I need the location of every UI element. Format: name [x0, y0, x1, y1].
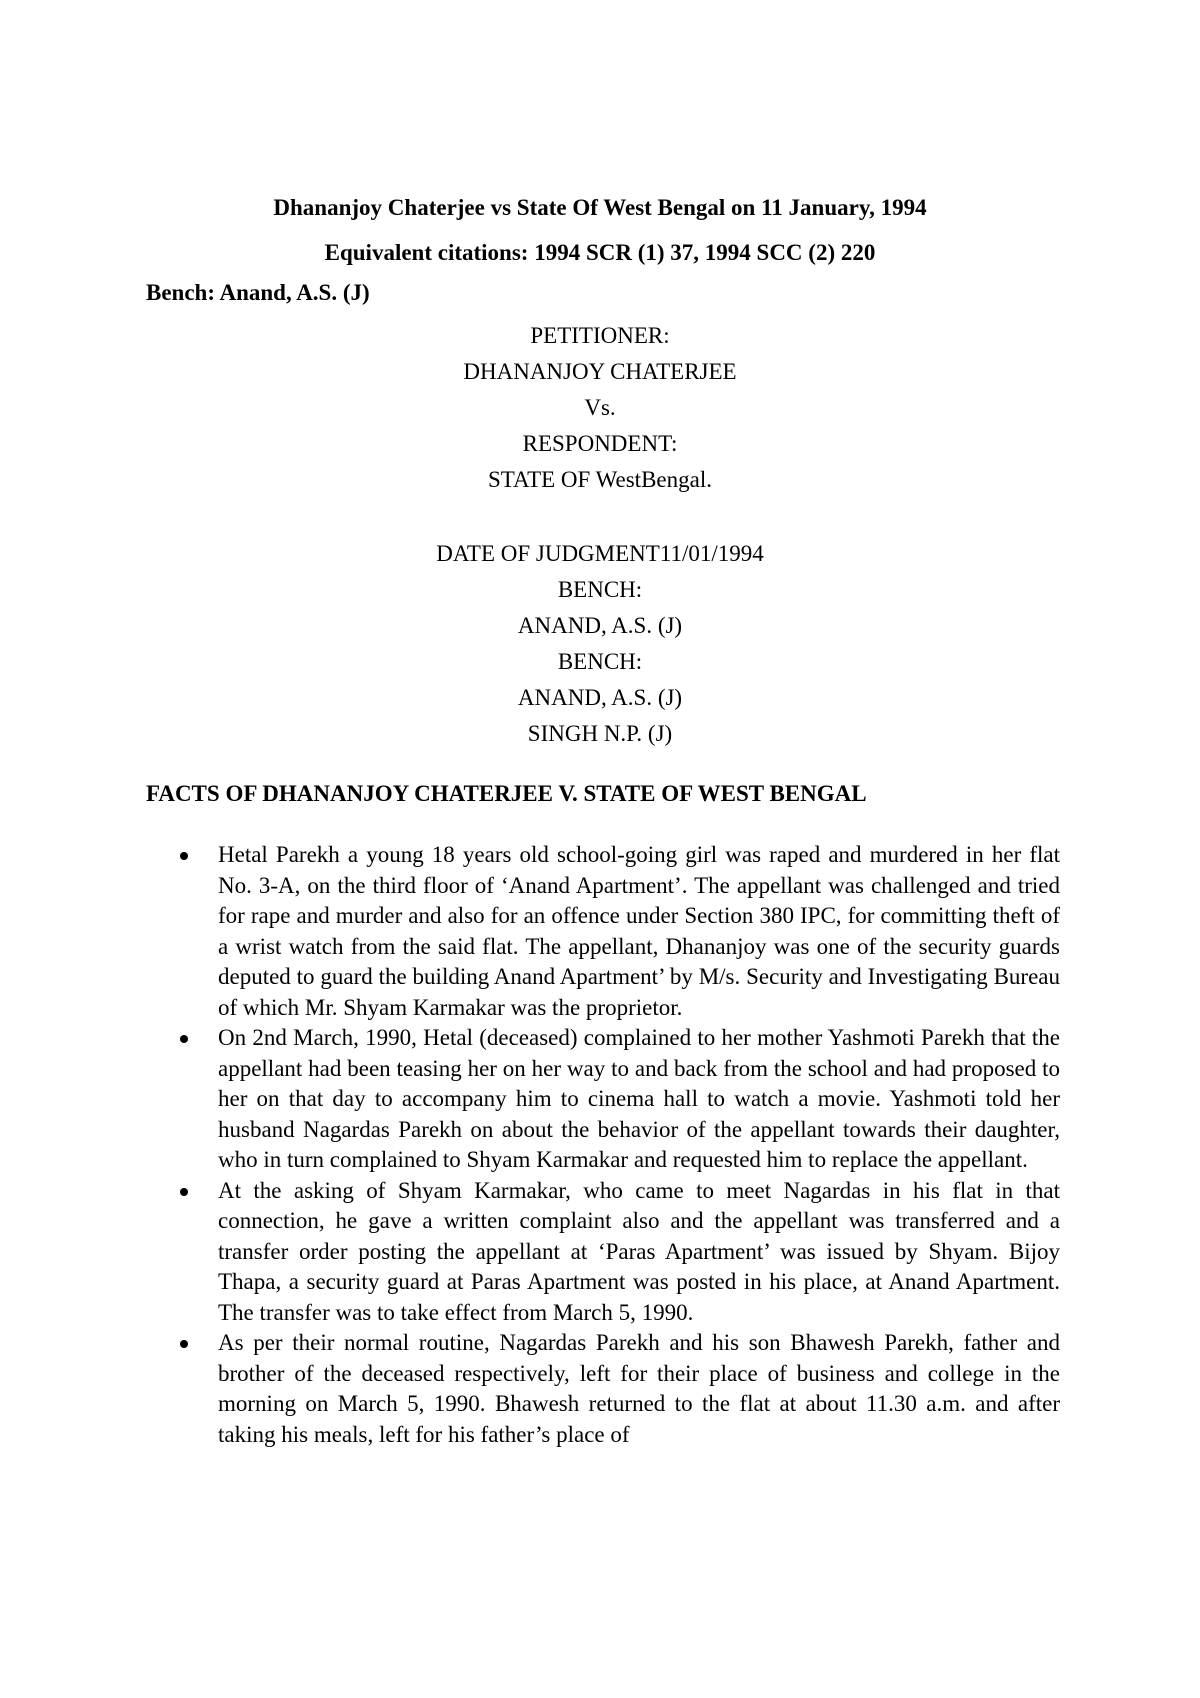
bench-label: BENCH: — [557, 577, 643, 602]
bench-line: Bench: Anand, A.S. (J) — [146, 280, 370, 305]
document-title: Dhananjoy Chaterjee vs State Of West Bengal on 11 January, 1994 — [273, 195, 927, 220]
equivalent-citations: Equivalent citations: 1994 SCR (1) 37, 1994 SCC (2) 220 — [324, 240, 876, 265]
respondent-name: STATE OF WestBengal. — [488, 467, 712, 492]
petitioner-name: DHANANJOY CHATERJEE — [463, 359, 737, 384]
judgment-info-block — [0, 536, 1200, 752]
list-item — [172, 1023, 1060, 1176]
list-item-text: At the asking of Shyam Karmakar, who came to meet Nagardas in his flat in that connection, he gave a written complaint also and the appellant was transferred and a transfer order posting the appellant at ‘Paras Apartment’ was issued by Shyam. Bijoy Thapa, a security guard at Paras Apartment was posted in his place, at Anand Apartment. The transfer was to take effect from March 5, 1990. — [218, 1177, 1060, 1325]
petitioner-label: PETITIONER: — [530, 323, 670, 348]
parties-block — [0, 318, 1200, 498]
versus-label: Vs. — [584, 395, 616, 420]
facts-heading: FACTS OF DHANANJOY CHATERJEE V. STATE OF WEST BENGAL — [146, 781, 867, 806]
respondent-label: RESPONDENT: — [522, 431, 678, 456]
bench-judge: SINGH N.P. (J) — [527, 721, 673, 746]
bullet-icon — [180, 1340, 188, 1348]
list-item-text: As per their normal routine, Nagardas Parekh and his son Bhawesh Parekh, father and brother of the deceased respectively, left for their place of business and college in the morning on March 5, 1990. Bhawesh returned to the flat at about 11.30 a.m. and after taking his meals, left for his father’s place of — [218, 1330, 1060, 1447]
list-item-text: Hetal Parekh a young 18 years old school-going girl was raped and murdered in her flat No. 3-A, on the third floor of ‘Anand Apartment’. The appellant was challenged and tried for rape and murder and also for an offence under Section 380 IPC, for committing theft of a wrist watch from the said flat. The appellant, Dhananjoy was one of the security guards deputed to guard the building Anand Apartment’ by M/s. Security and Investigating Bureau of which Mr. Shyam Karmakar was the proprietor. — [218, 842, 1060, 1020]
list-item — [172, 1328, 1060, 1450]
bench-judge: ANAND, A.S. (J) — [517, 685, 683, 710]
bullet-icon — [180, 852, 188, 860]
facts-list — [172, 840, 1060, 1450]
bullet-icon — [180, 1188, 188, 1196]
bench-judge: ANAND, A.S. (J) — [517, 613, 683, 638]
bullet-icon — [180, 1035, 188, 1043]
list-item — [172, 840, 1060, 1023]
list-item-text: On 2nd March, 1990, Hetal (deceased) complained to her mother Yashmoti Parekh that the appellant had been teasing her on her way to and back from the school and had proposed to her on that day to accompany him to cinema hall to watch a movie. Yashmoti told her husband Nagardas Parekh on about the behavior of the appellant towards their daughter, who in turn complained to Shyam Karmakar and requested him to replace the appellant. — [218, 1025, 1060, 1172]
date-of-judgment: DATE OF JUDGMENT11/01/1994 — [436, 541, 764, 566]
bench-label: BENCH: — [557, 649, 643, 674]
list-item — [172, 1176, 1060, 1329]
